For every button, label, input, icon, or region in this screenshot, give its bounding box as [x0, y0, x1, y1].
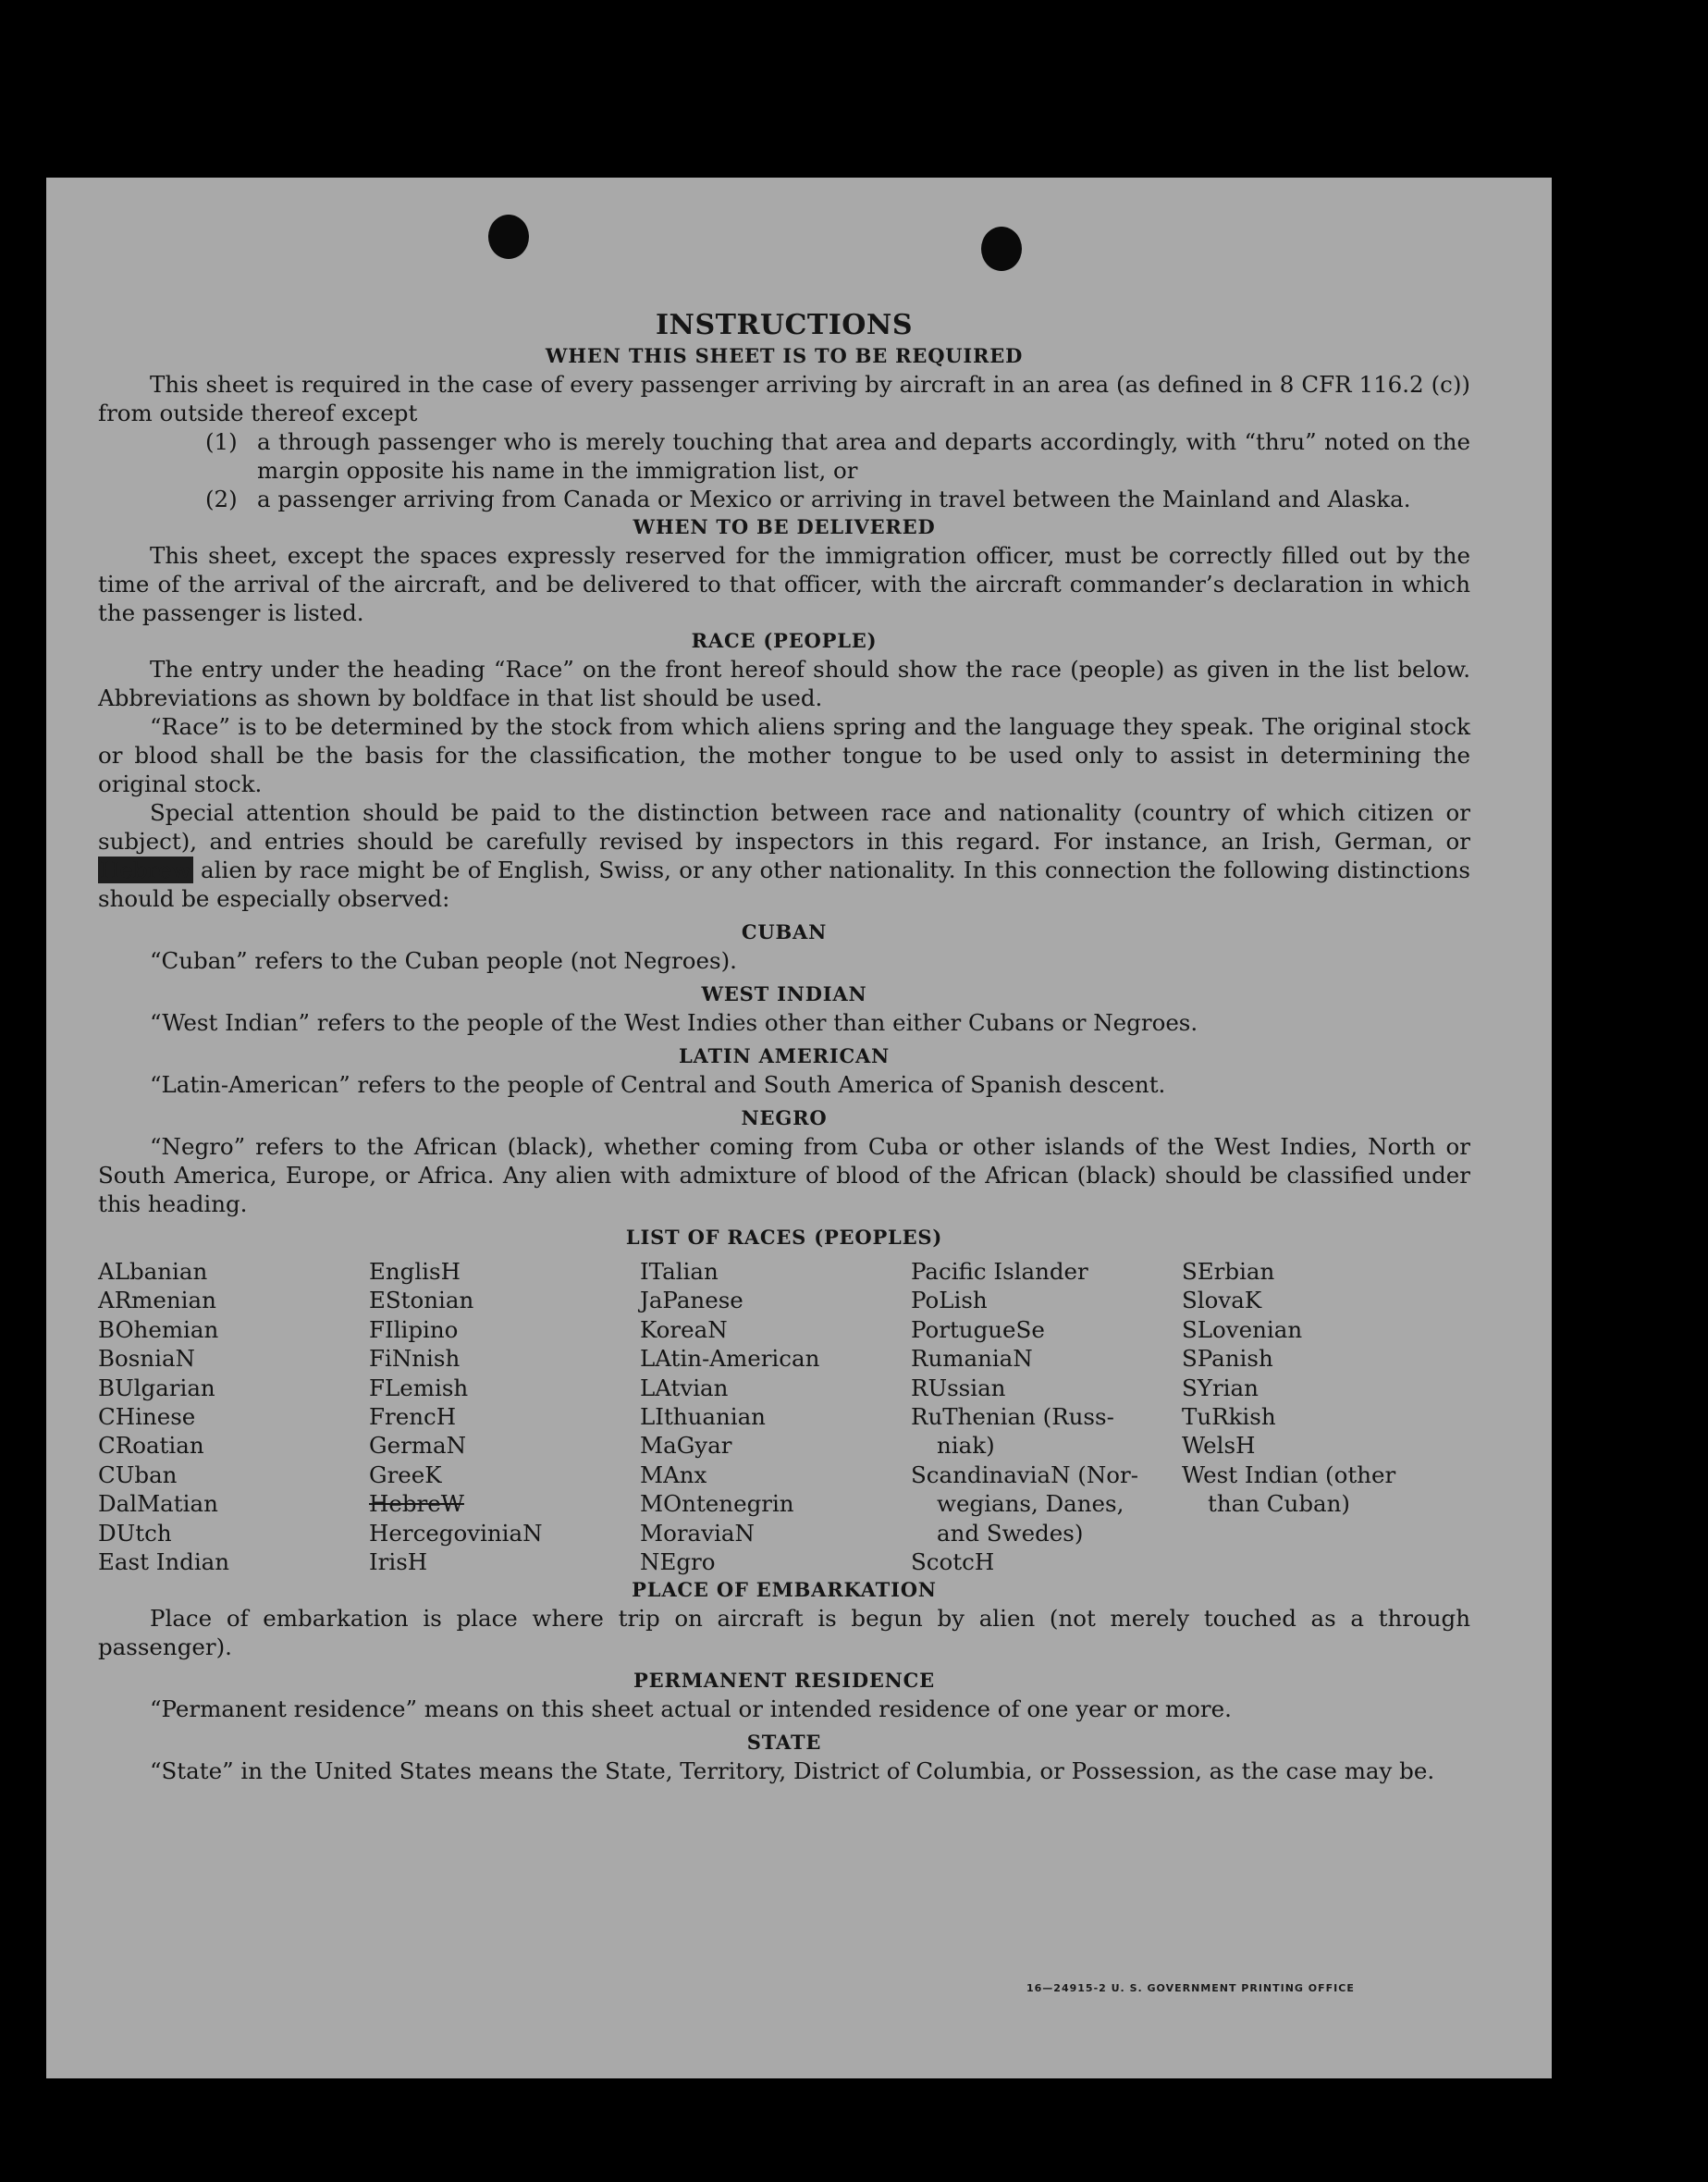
race-entry: TuRkish [1182, 1403, 1276, 1431]
paragraph: This sheet is required in the case of every passenger arriving by aircraft in an area (as defined in 8 CFR 116.2 (c)) from outside thereof except [98, 371, 1470, 426]
race-entry: West Indian (other [1182, 1461, 1396, 1488]
paragraph: This sheet, except the spaces expressly reserved for the immigration officer, must be correctly filled out by the time of the arrival of the aircraft, and be delivered to that officer, with the aircraft commander’s declaration in which the passenger is listed. [98, 542, 1470, 626]
race-entry: WelsH [1182, 1432, 1256, 1460]
race-entry: RuThenian (Russ- [911, 1403, 1114, 1431]
race-entry: LIthuanian [640, 1403, 766, 1431]
race-entry: DUtch [98, 1519, 172, 1547]
race-entry: HebreW [369, 1490, 464, 1518]
list-item: (2) a passenger arriving from Canada or Mexico or arriving in travel between the Mainland and Alaska. [205, 486, 1411, 512]
race-column [911, 1257, 1182, 1576]
race-entry: ScandinaviaN (Nor- [911, 1461, 1139, 1488]
paragraph: “West Indian” refers to the people of the West Indies other than either Cubans or Negroes. [150, 1009, 1198, 1036]
section-heading: WHEN TO BE DELIVERED [633, 515, 936, 538]
paragraph: The entry under the heading “Race” on the front hereof should show the race (people) as given in the list below. Abbreviations as shown by boldface in that list should be used. [98, 656, 1470, 711]
race-entry: MoraviaN [640, 1519, 755, 1547]
race-entry: than Cuban) [1208, 1490, 1350, 1518]
section-heading: PERMANENT RESIDENCE [633, 1669, 935, 1693]
paragraph: “Race” is to be determined by the stock from which aliens spring and the language they speak. The original stock or blood shall be the basis for the classification, the mother tongue to be used only to assist in determining the original stock. [98, 713, 1470, 797]
instructions-body [98, 309, 1470, 1785]
race-entry: KoreaN [640, 1315, 728, 1343]
page-title: INSTRUCTIONS [656, 309, 913, 341]
race-entry: BOhemian [98, 1315, 219, 1343]
section-heading: WHEN THIS SHEET IS TO BE REQUIRED [545, 344, 1024, 367]
race-entry: SPanish [1182, 1345, 1273, 1373]
race-entry: CHinese [98, 1403, 196, 1431]
race-entry: FIlipino [369, 1315, 459, 1343]
race-column [640, 1257, 911, 1576]
race-entry: SlovaK [1182, 1287, 1262, 1314]
race-entry: GreeK [369, 1461, 442, 1488]
race-entry: MOntenegrin [640, 1490, 794, 1518]
section-heading: WEST INDIAN [701, 982, 867, 1005]
paragraph: Place of embarkation is place where trip on aircraft is begun by alien (not merely touched as a through passenger). [98, 1605, 1470, 1661]
paragraph: “Permanent residence” means on this sheet actual or intended residence of one year or more. [150, 1695, 1232, 1723]
redacted-word: Hebrew [100, 857, 191, 883]
race-entry: wegians, Danes, [937, 1490, 1124, 1518]
race-entry: HercegoviniaN [369, 1519, 543, 1547]
race-column [98, 1257, 369, 1576]
race-list [98, 1257, 1470, 1576]
list-item: (1) a through passenger who is merely touching that area and departs accordingly, with “thru” noted on the margin opposite his name in the immigration list, or [205, 428, 1470, 484]
race-entry: FrencH [369, 1403, 457, 1431]
race-entry: MAnx [640, 1461, 707, 1488]
race-entry: East Indian [98, 1548, 230, 1576]
race-column [369, 1257, 640, 1576]
race-entry: FiNnish [369, 1345, 461, 1373]
section-heading: STATE [746, 1731, 822, 1755]
race-entry: DalMatian [98, 1490, 218, 1518]
section-heading: NEGRO [741, 1106, 828, 1129]
section-heading: PLACE OF EMBARKATION [632, 1578, 937, 1602]
document-sheet [46, 178, 1552, 2078]
race-entry: ARmenian [98, 1287, 216, 1314]
race-entry: EnglisH [369, 1258, 461, 1285]
section-heading: LATIN AMERICAN [678, 1044, 891, 1067]
race-entry: niak) [937, 1432, 995, 1460]
race-entry: PortugueSe [911, 1315, 1045, 1343]
section-heading: LIST OF RACES (PEOPLES) [625, 1226, 943, 1249]
race-entry: MaGyar [640, 1432, 732, 1460]
race-entry: LAtin-American [640, 1345, 820, 1373]
race-entry: and Swedes) [937, 1519, 1084, 1547]
race-entry: CUban [98, 1461, 178, 1488]
paragraph: “State” in the United States means the State, Territory, District of Columbia, or Possession, as the case may be. [150, 1757, 1435, 1785]
race-entry: Pacific Islander [911, 1258, 1088, 1285]
section-heading: CUBAN [741, 920, 828, 943]
race-entry: SErbian [1182, 1258, 1275, 1285]
paragraph: “Latin-American” refers to the people of Central and South America of Spanish descent. [150, 1071, 1166, 1098]
race-entry: LAtvian [640, 1374, 729, 1401]
punch-hole [488, 215, 529, 259]
race-entry: SLovenian [1182, 1315, 1303, 1343]
paragraph: Special attention should be paid to the distinction between race and nationality (country of which citizen or subject), and entries should be carefully revised by inspectors in this regard. For instance, an Irish, German, or Hebrew alien by race might be of English, Swiss, or any other nationality. In this connection the following distinctions should be especially observed: [98, 799, 1470, 912]
race-entry: RUssian [911, 1374, 1006, 1401]
race-entry: GermaN [369, 1432, 467, 1460]
race-entry: EStonian [369, 1287, 474, 1314]
race-column [1182, 1257, 1453, 1576]
race-entry: BosniaN [98, 1345, 195, 1373]
race-entry: ScotcH [911, 1548, 995, 1576]
race-entry: ITalian [640, 1258, 719, 1285]
punch-hole [981, 227, 1022, 271]
race-entry: FLemish [369, 1374, 469, 1401]
paragraph: “Negro” refers to the African (black), whether coming from Cuba or other islands of the West Indies, North or South America, Europe, or Africa. Any alien with admixture of blood of the African (black) should be classified under this heading. [98, 1133, 1470, 1217]
race-entry: BUlgarian [98, 1374, 215, 1401]
race-entry: CRoatian [98, 1432, 204, 1460]
paragraph: “Cuban” refers to the Cuban people (not Negroes). [150, 947, 737, 974]
race-entry: SYrian [1182, 1374, 1259, 1401]
race-entry: RumaniaN [911, 1345, 1033, 1373]
race-entry: ALbanian [98, 1258, 208, 1285]
race-entry: IrisH [369, 1548, 428, 1576]
section-heading: RACE (PEOPLE) [691, 629, 878, 652]
printer-imprint: 16—24915-2 U. S. GOVERNMENT PRINTING OFFICE [1026, 1982, 1355, 1994]
race-entry: PoLish [911, 1287, 988, 1314]
race-entry: NEgro [640, 1548, 716, 1576]
race-entry: JaPanese [640, 1287, 743, 1314]
